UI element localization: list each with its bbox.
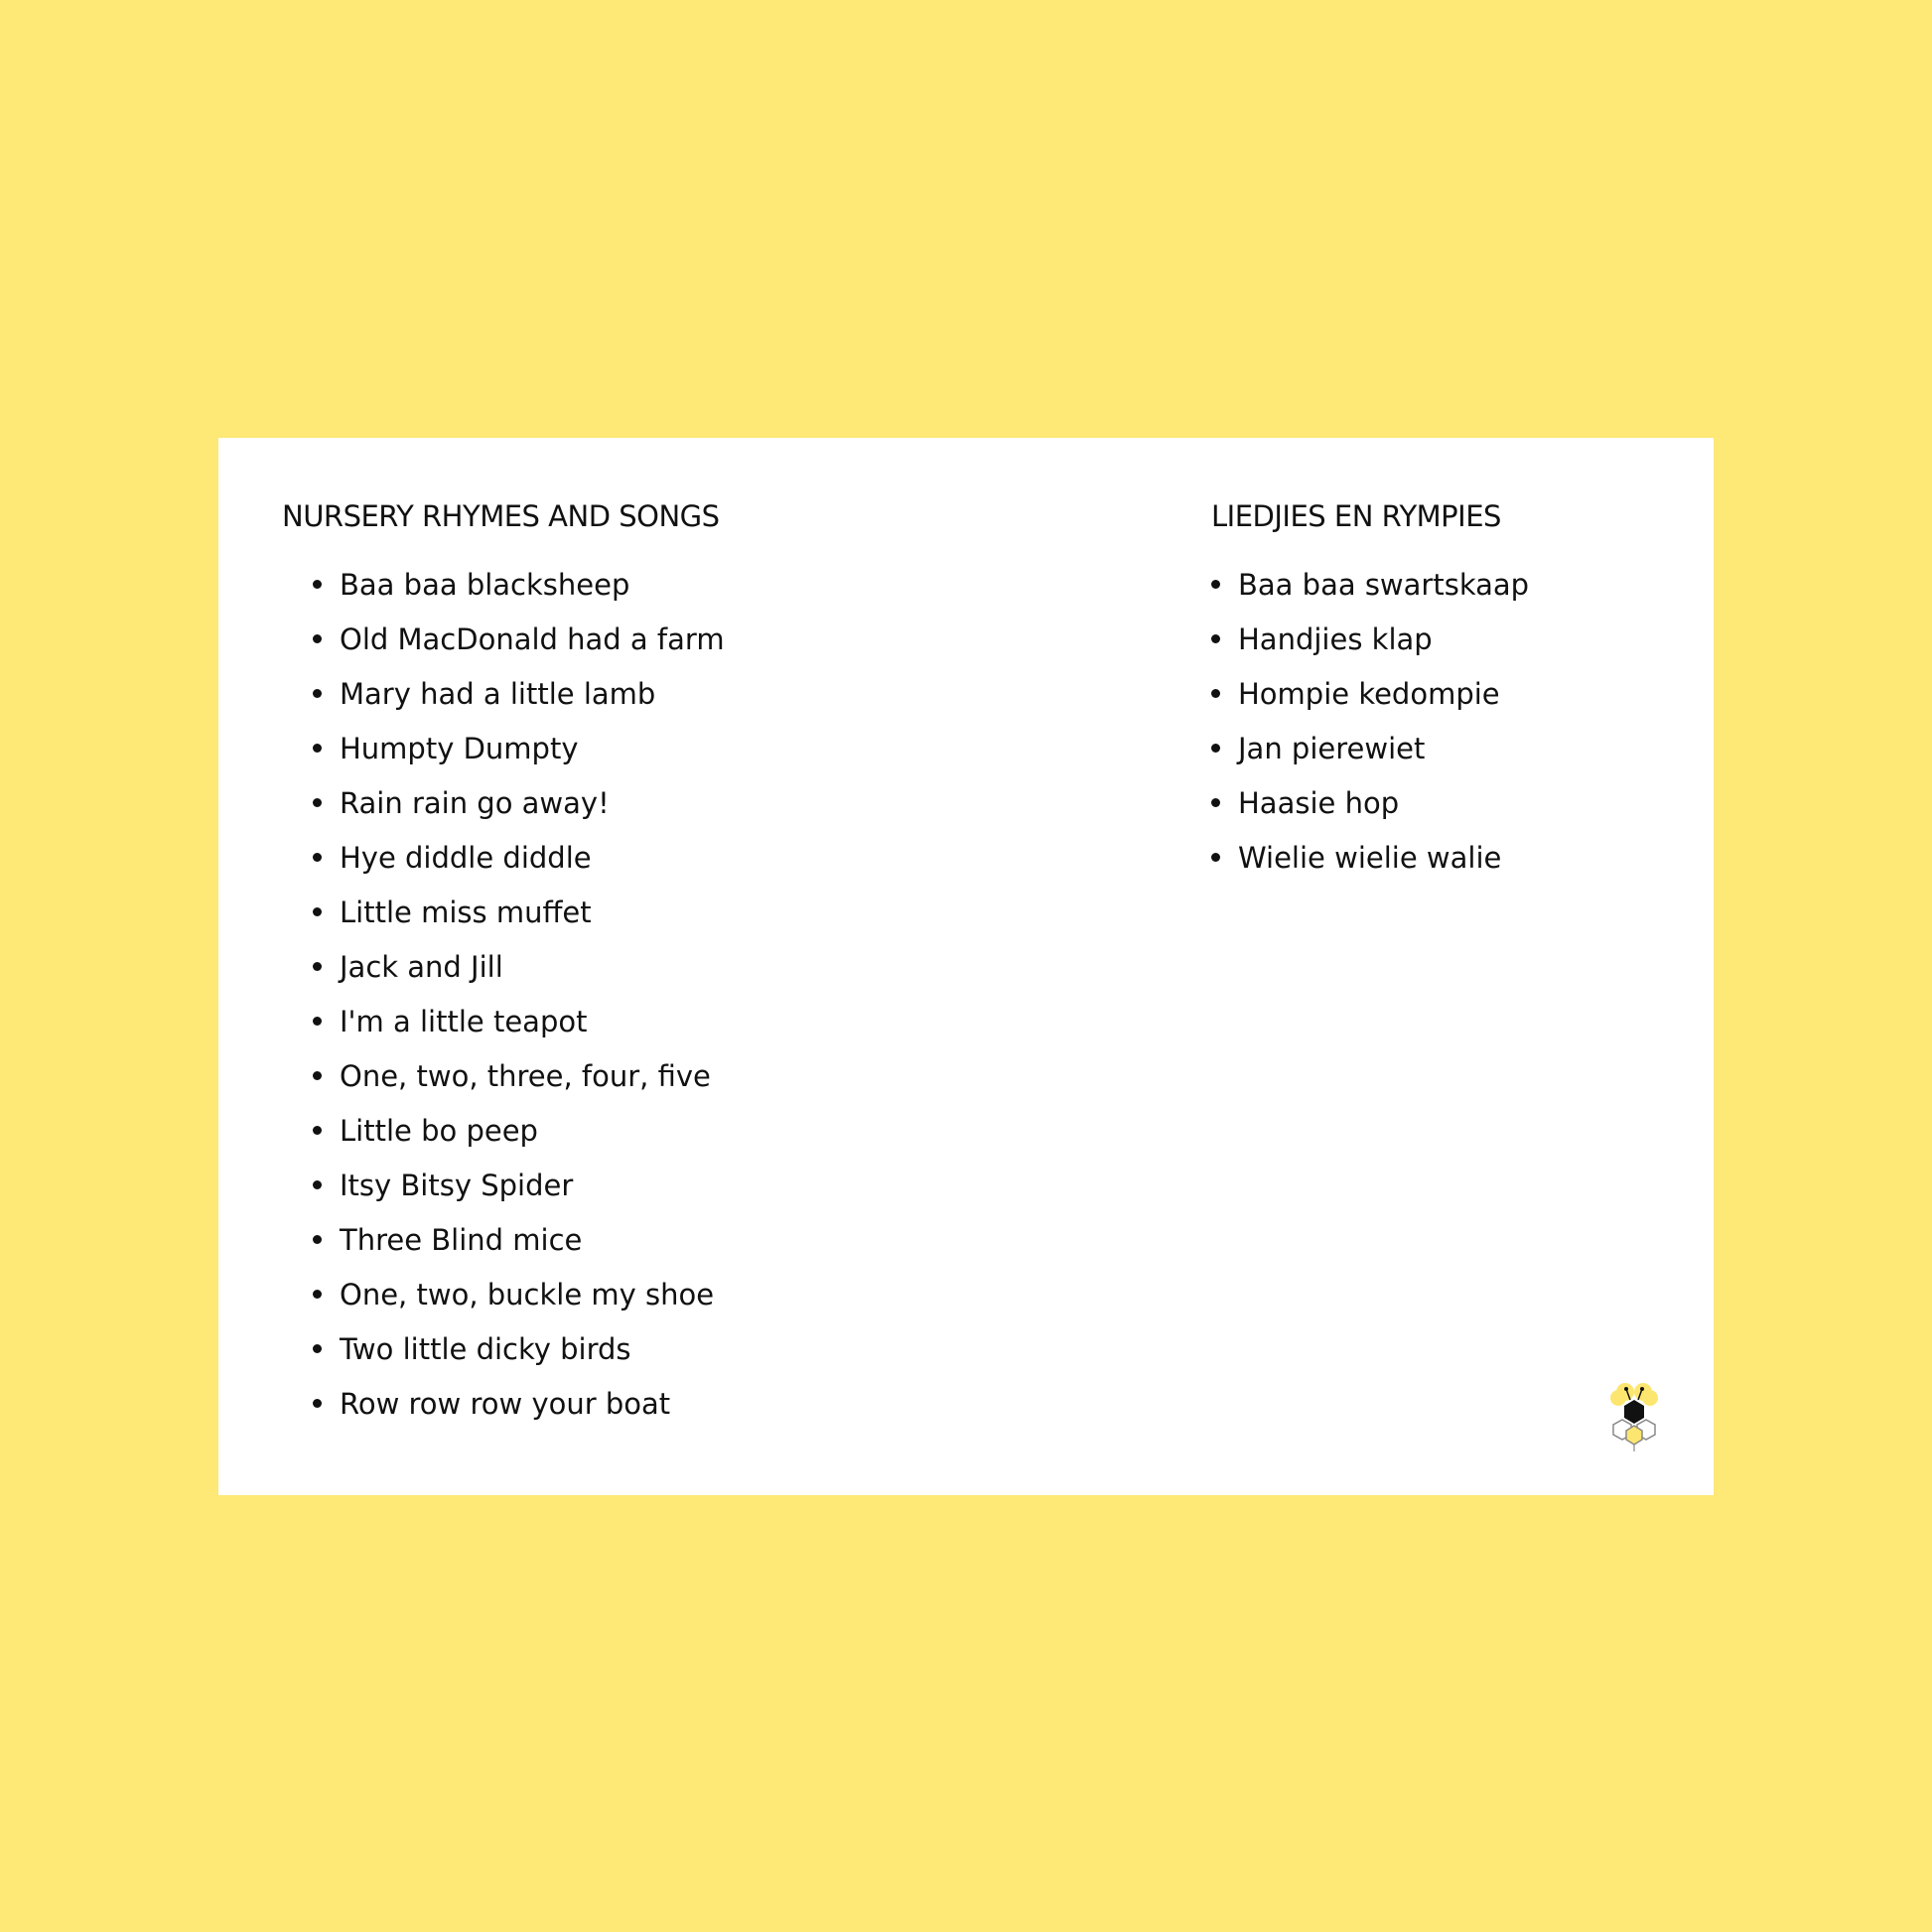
list-item-label: Jan pierewiet	[1238, 731, 1426, 765]
english-column	[282, 495, 977, 1431]
list-item-label: I'm a little teapot	[340, 1004, 588, 1038]
bullet-icon	[313, 634, 322, 643]
list-item	[313, 1267, 977, 1321]
list-item-label: Little bo peep	[340, 1113, 538, 1148]
list-item-label: Jack and Jill	[340, 949, 503, 984]
bullet-icon	[313, 1399, 322, 1408]
list-item-label: Hompie kedompie	[1238, 676, 1500, 711]
list-item-label: Row row row your boat	[340, 1386, 671, 1421]
bullet-icon	[1211, 798, 1220, 807]
list-item-label: Baa baa blacksheep	[340, 567, 630, 602]
bullet-icon	[1211, 634, 1220, 643]
list-item-label: Wielie wielie walie	[1238, 840, 1502, 875]
english-heading: NURSERY RHYMES AND SONGS	[282, 499, 720, 533]
list-item	[313, 775, 977, 830]
bullet-icon	[313, 1290, 322, 1299]
bullet-icon	[313, 744, 322, 753]
list-item	[313, 721, 977, 775]
bullet-icon	[1211, 580, 1220, 589]
bullet-icon	[313, 1017, 322, 1026]
list-item-label: Baa baa swartskaap	[1238, 567, 1530, 602]
list-item	[313, 612, 977, 666]
english-rhyme-list	[282, 557, 977, 1431]
bullet-icon	[313, 1344, 322, 1353]
list-item	[313, 1376, 977, 1431]
list-item	[1211, 666, 1668, 721]
bullet-icon	[313, 1126, 322, 1135]
list-item-label: Two little dicky birds	[340, 1331, 631, 1366]
list-item-label: Mary had a little lamb	[340, 676, 656, 711]
afrikaans-heading: LIEDJIES EN RYMPIES	[1211, 499, 1501, 533]
list-item-label: Little miss muffet	[340, 895, 592, 929]
list-item-label: One, two, three, four, five	[340, 1058, 711, 1093]
bullet-icon	[313, 580, 322, 589]
bullet-icon	[313, 907, 322, 916]
list-item	[313, 1158, 977, 1212]
bullet-icon	[313, 1180, 322, 1189]
bee-honeycomb-icon	[1600, 1378, 1668, 1453]
list-item-label: Handjies klap	[1238, 621, 1433, 656]
list-item	[1211, 830, 1668, 885]
list-item-label: Old MacDonald had a farm	[340, 621, 725, 656]
list-item-label: Three Blind mice	[340, 1222, 583, 1257]
list-item	[313, 1212, 977, 1267]
list-item	[313, 994, 977, 1048]
list-item-label: Haasie hop	[1238, 785, 1400, 820]
bullet-icon	[313, 798, 322, 807]
list-item-label: Hye diddle diddle	[340, 840, 592, 875]
bullet-icon	[1211, 744, 1220, 753]
bullet-icon	[313, 1071, 322, 1080]
list-item-label: One, two, buckle my shoe	[340, 1277, 715, 1311]
list-item	[1211, 775, 1668, 830]
afrikaans-rhyme-list	[1211, 557, 1668, 885]
bullet-icon	[1211, 689, 1220, 698]
list-item	[1211, 721, 1668, 775]
bullet-icon	[1211, 853, 1220, 862]
list-item-label: Humpty Dumpty	[340, 731, 579, 765]
afrikaans-column	[1211, 495, 1668, 885]
list-item	[313, 830, 977, 885]
list-item	[313, 1103, 977, 1158]
content-card	[218, 438, 1714, 1495]
list-item	[313, 557, 977, 612]
bullet-icon	[313, 853, 322, 862]
list-item	[1211, 612, 1668, 666]
list-item	[1211, 557, 1668, 612]
bullet-icon	[313, 1235, 322, 1244]
list-item	[313, 1048, 977, 1103]
list-item-label: Rain rain go away!	[340, 785, 610, 820]
list-item	[313, 939, 977, 994]
list-item-label: Itsy Bitsy Spider	[340, 1168, 574, 1202]
list-item	[313, 666, 977, 721]
list-item	[313, 885, 977, 939]
list-item	[313, 1321, 977, 1376]
bullet-icon	[313, 962, 322, 971]
bullet-icon	[313, 689, 322, 698]
